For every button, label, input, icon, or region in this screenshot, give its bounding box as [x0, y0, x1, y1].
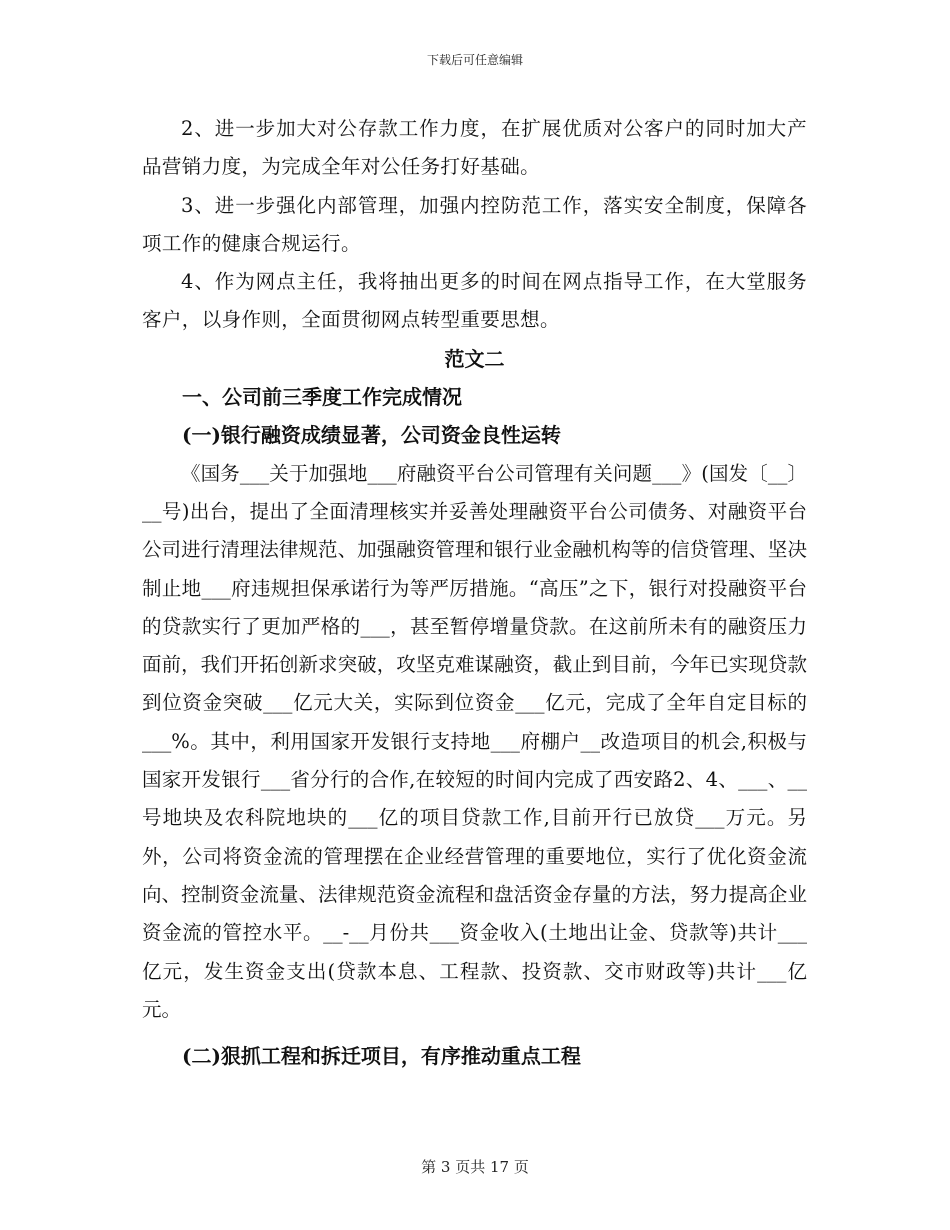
- section-heading-1: 一、公司前三季度工作完成情况: [182, 385, 462, 410]
- paragraph-item-4: 4、作为网点主任，我将抽出更多的时间在网点指导工作，在大堂服务客户，以身作则，全面贯彻网点转型重要思想。: [142, 270, 807, 332]
- body-paragraph-1: 《国务___关于加强地___府融资平台公司管理有关问题___》(国发〔__〕__号)出台，提出了全面清理核实并妥善处理融资平台公司债务、对融资平台公司进行清理法律规范、加强融资管理和银行业金融机构等的信贷管理、坚决制止地___府违规担保承诺行为等严厉措施。“高压”之下，银行对投融资平台的贷款实行了更加严格的___，甚至暂停增量贷款。在这前所未有的融资压力面前，我们开拓创新求突破，攻坚克难谋融资，截止到目前，今年已实现贷款到位资金突破___亿元大关，实际到位资金___亿元，完成了全年自定目标的___%。其中，利用国家开发银行支持地___府棚户__改造项目的机会,积极与国家开发银行___省分行的合作,在较短的时间内完成了西安路2、4、___、__号地块及农科院地块的___亿的项目贷款工作,目前开行已放贷___万元。另外，公司将资金流的管理摆在企业经营管理的重要地位，实行了优化资金流向、控制资金流量、法律规范资金流程和盘活资金存量的方法，努力提高企业资金流的管控水平。__-__月份共___资金收入(土地出让金、贷款等)共计___亿元，发生资金支出(贷款本息、工程款、投资款、交市财政等)共计___亿元。: [142, 461, 807, 1021]
- subheading-1: (一)银行融资成绩显著，公司资金良性运转: [182, 423, 561, 448]
- paragraph-item-2: 2、进一步加大对公存款工作力度，在扩展优质对公客户的同时加大产品营销力度，为完成全年对公任务打好基础。: [142, 117, 807, 179]
- subheading-2: (二)狠抓工程和拆迁项目，有序推动重点工程: [182, 1044, 581, 1069]
- page-header-note: 下载后可任意编辑: [426, 53, 523, 67]
- document-body: [142, 110, 807, 1075]
- page-number: 第 3 页共 17 页: [421, 1158, 529, 1176]
- paragraph-item-3: 3、进一步强化内部管理，加强内控防范工作，落实安全制度，保障各项工作的健康合规运行。: [142, 193, 807, 255]
- section-title: 范文二: [444, 346, 505, 371]
